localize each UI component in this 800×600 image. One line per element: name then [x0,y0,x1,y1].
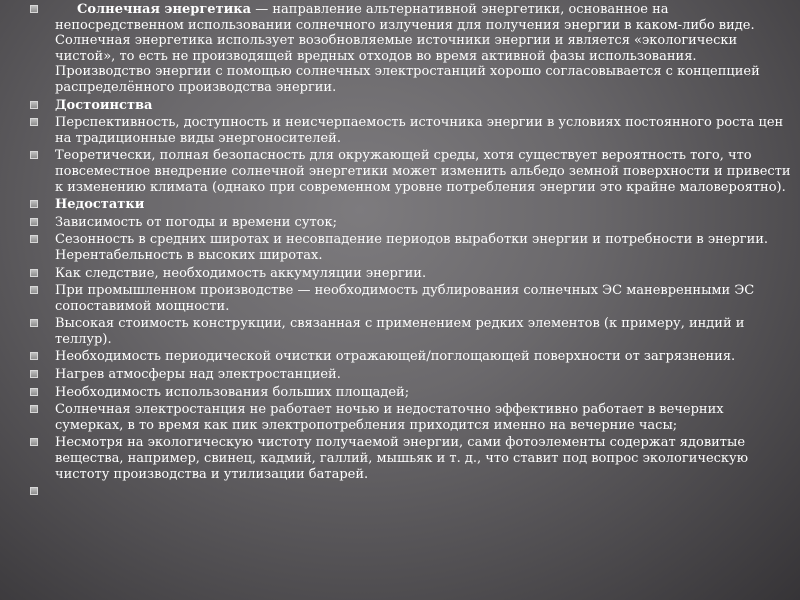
list-item-disadvantage [30,367,792,383]
advantage-text: Перспективность, доступность и неисчерпаемость источника энергии в условиях постоянного роста цен на традиционные виды энергоносителей. [55,115,784,146]
list-item-disadvantage [30,232,792,263]
disadvantages-heading [30,197,792,213]
square-bullet-icon [30,370,38,378]
disadvantage-text: Необходимость использования больших площадей; [55,384,410,400]
intro-text: — направление альтернативной энергетики, основанное на непосредственном использовании солнечного излучения для получения энергии в каком-либо виде. Солнечная энергетика использует возобновляемые источники энергии и является «экологически чистой», то есть не производящей вредных отходов во время активной фазы использования. Производство энергии с помощью солнечных электростанций хорошо согласовывается с концепцией распределённого производства энергии. [55,2,760,95]
list-item-disadvantage [30,266,792,282]
list-item-advantage [30,148,792,195]
advantage-text: Теоретически, полная безопасность для окружающей среды, хотя существует вероятность того, что повсеместное внедрение солнечной энергетики может изменить альбедо земной поверхности и привести к изменению климата (однако при современном уровне потребления энергии это крайне маловероятно). [55,148,791,195]
disadvantage-text: Несмотря на экологическую чистоту получаемой энергии, сами фотоэлементы содержат ядовитые вещества, например, свинец, кадмий, галлий, мышьяк и т. д., что ставит под вопрос экологическую чистоту производства и утилизации батарей. [55,435,749,482]
square-bullet-icon [30,218,38,226]
square-bullet-icon [30,487,38,495]
disadvantage-text: Сезонность в средних широтах и несовпадение периодов выработки энергии и потребности в энергии. Нерентабельность в высоких широтах. [55,232,769,263]
square-bullet-icon [30,235,38,243]
list-item-disadvantage [30,316,792,347]
square-bullet-icon [30,286,38,294]
list-item-advantage [30,115,792,146]
square-bullet-icon [30,101,38,109]
square-bullet-icon [30,5,38,13]
intro-heading: Солнечная энергетика [77,2,252,17]
intro-paragraph [30,2,792,96]
list-item-disadvantage [30,385,792,401]
list-item-disadvantage [30,215,792,231]
square-bullet-icon [30,151,38,159]
empty-item-text [55,484,59,499]
list-item-disadvantage [30,435,792,482]
list-item-disadvantage [30,402,792,433]
disadvantage-text: Высокая стоимость конструкции, связанная с применением редких элементов (к примеру, индий и теллур). [55,316,745,347]
disadvantage-text: Солнечная электростанция не работает ночью и недостаточно эффективно работает в вечерних сумерках, в то время как пик электропотребления приходится именно на вечерние часы; [55,402,724,433]
disadvantage-text: При промышленном производстве — необходимость дублирования солнечных ЭС маневренными ЭС сопоставимой мощности. [55,283,755,314]
disadvantage-text: Нагрев атмосферы над электростанцией. [55,367,341,383]
square-bullet-icon [30,405,38,413]
square-bullet-icon [30,438,38,446]
advantages-heading [30,98,792,114]
list-item-disadvantage [30,349,792,365]
square-bullet-icon [30,388,38,396]
advantages-heading-text: Достоинства [55,97,153,113]
disadvantage-text: Необходимость периодической очистки отражающей/поглощающей поверхности от загрязнения. [55,349,736,365]
slide-content [30,2,792,502]
square-bullet-icon [30,352,38,360]
square-bullet-icon [30,118,38,126]
square-bullet-icon [30,200,38,208]
intro-indent [55,2,77,17]
empty-list-item [30,484,792,500]
square-bullet-icon [30,319,38,327]
disadvantage-text: Зависимость от погоды и времени суток; [55,214,338,230]
list-item-disadvantage [30,283,792,314]
disadvantages-heading-text: Недостатки [55,197,145,213]
square-bullet-icon [30,269,38,277]
disadvantage-text: Как следствие, необходимость аккумуляции энергии. [55,265,427,281]
